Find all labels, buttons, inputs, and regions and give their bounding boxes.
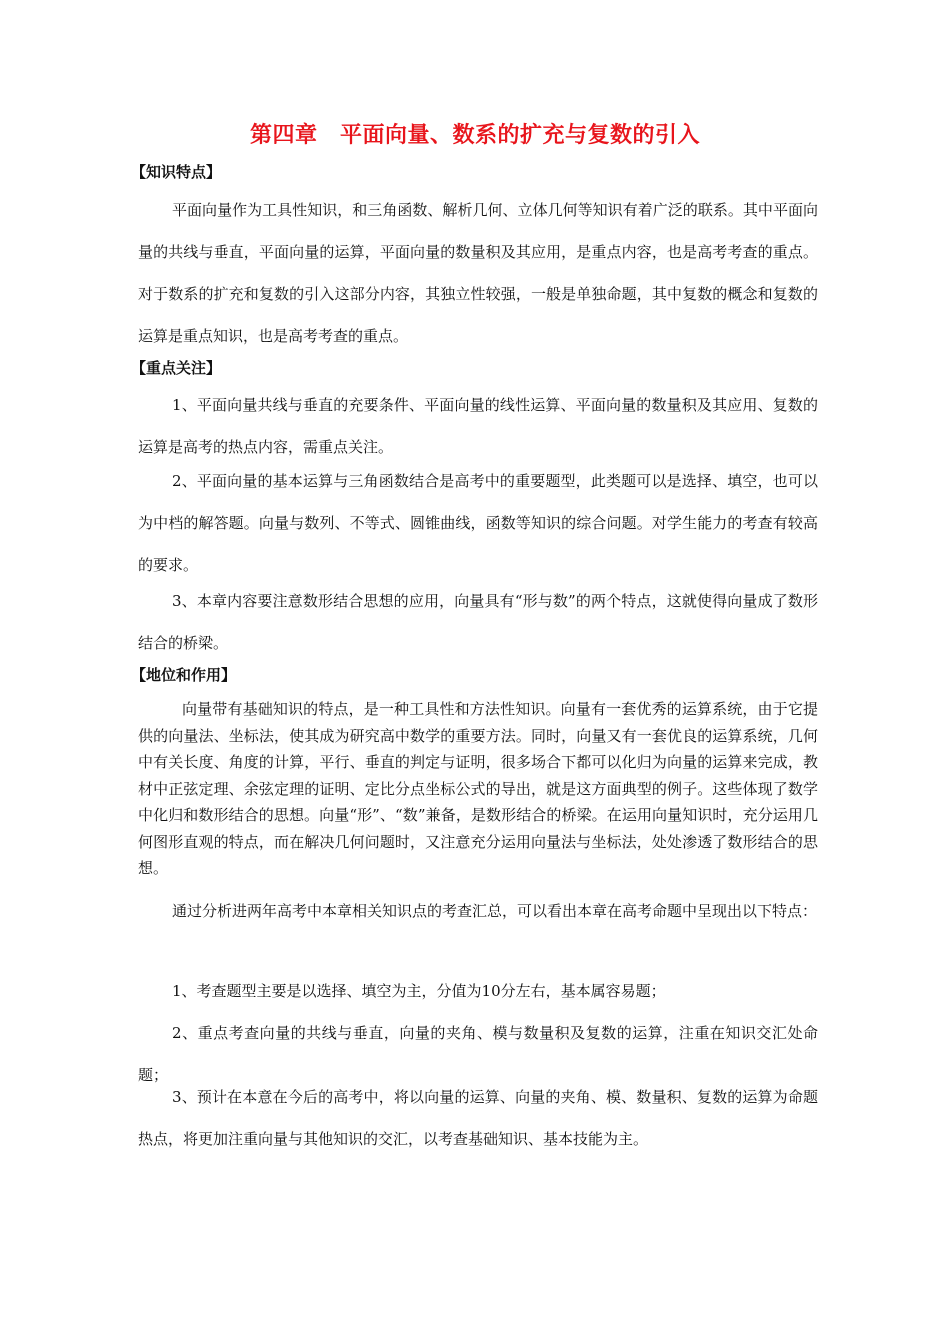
focus-item-3: 3、本章内容要注意数形结合思想的应用，向量具有“形与数”的两个特点，这就使得向量成了数形结合的桥梁。 [138,592,818,652]
role-item-3: 3、预计在本意在今后的高考中，将以向量的运算、向量的夹角、模、数量积、复数的运算为命题热点，将更加注重向量与其他知识的交汇，以考查基础知识、基本技能为主。 [138,1088,818,1148]
role-item-1: 1、考查题型主要是以选择、填空为主，分值为10分左右，基本属容易题； [172,982,666,1000]
focus-item-1: 1、平面向量共线与垂直的充要条件、平面向量的线性运算、平面向量的数量积及其应用、复数的运算是高考的热点内容，需重点关注。 [138,396,818,456]
features-paragraph: 平面向量作为工具性知识，和三角函数、解析几何、立体几何等知识有着广泛的联系。其中平面向量的共线与垂直，平面向量的运算，平面向量的数量积及其应用，是重点内容，也是高考考查的重点。对于数系的扩充和复数的引入这部分内容，其独立性较强，一般是单独命题，其中复数的概念和复数的运算是重点知识，也是高考考查的重点。 [138,201,818,345]
role-paragraph: 向量带有基础知识的特点，是一种工具性和方法性知识。向量有一套优秀的运算系统，由于它提供的向量法、坐标法，使其成为研究高中数学的重要方法。同时，向量又有一套优良的运算系统，几何中有关长度、角度的计算，平行、垂直的判定与证明，很多场合下都可以化归为向量的运算来完成，教材中正弦定理、余弦定理的证明、定比分点坐标公式的导出，就是这方面典型的例子。这些体现了数学中化归和数形结合的思想。向量“形”、“数”兼备，是数形结合的桥梁。在运用向量知识时，充分运用几何图形直观的特点，而在解决几何问题时，又注意充分运用向量法与坐标法，处处渗透了数形结合的思想。 [138,700,818,877]
role-summary: 通过分析进两年高考中本章相关知识点的考查汇总，可以看出本章在高考命题中呈现出以下特点： [172,902,818,920]
section-heading-role: 【地位和作用】 [131,666,237,684]
role-item-2: 2、重点考查向量的共线与垂直，向量的夹角、模与数量积及复数的运算，注重在知识交汇处命题； [138,1024,818,1084]
focus-item-2: 2、平面向量的基本运算与三角函数结合是高考中的重要题型，此类题可以是选择、填空，也可以为中档的解答题。向量与数列、不等式、圆锥曲线，函数等知识的综合问题。对学生能力的考查有较高的要求。 [138,472,818,574]
chapter-title: 第四章 平面向量、数系的扩充与复数的引入 [249,123,700,148]
section-heading-features: 【知识特点】 [131,163,222,181]
section-heading-focus: 【重点关注】 [131,359,222,377]
